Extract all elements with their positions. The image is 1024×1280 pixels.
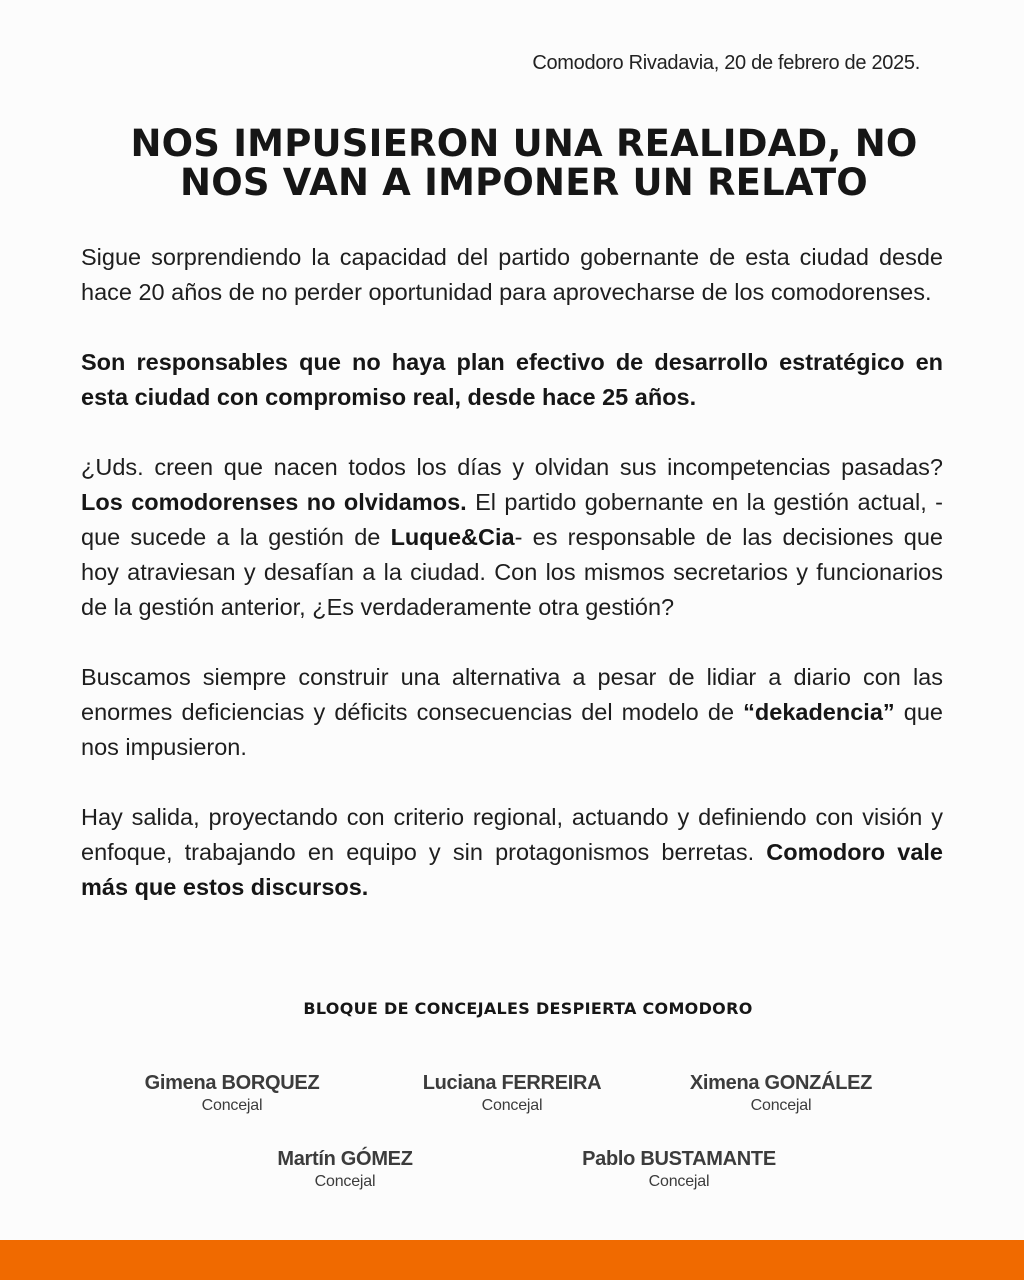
title-line-1: NOS IMPUSIERON UNA REALIDAD, NO bbox=[130, 122, 918, 165]
paragraph-1: Sigue sorprendiendo la capacidad del partido gobernante de esta ciudad desde hace 20 años de no perder oportunidad para aprovecharse de los comodorenses. bbox=[81, 244, 943, 305]
title-line-2: NOS VAN A IMPONER UN RELATO bbox=[180, 161, 868, 204]
paragraph-4-text-b: que nos impusieron. bbox=[81, 699, 943, 760]
orange-footer-bar bbox=[0, 1240, 1024, 1280]
signature-5 bbox=[549, 1147, 809, 1193]
paragraph-4-bold: “dekadencia” bbox=[743, 699, 895, 725]
paragraph-5-text: Hay salida, proyectando con criterio regional, actuando y definiendo con visión y enfoque, trabajando en equipo y sin protagonismos berretas. bbox=[81, 804, 943, 865]
paragraph-3 bbox=[81, 450, 943, 625]
signature-1 bbox=[102, 1071, 362, 1117]
paragraph-2 bbox=[81, 345, 943, 415]
signatory-name: Luciana FERREIRA bbox=[422, 1072, 602, 1094]
signatory-name: Ximena GONZÁLEZ bbox=[689, 1072, 873, 1094]
signature-2 bbox=[382, 1071, 642, 1117]
signature-3 bbox=[651, 1071, 911, 1117]
signatory-role: Concejal bbox=[750, 1097, 812, 1114]
paragraph-4 bbox=[81, 660, 943, 765]
signatory-role: Concejal bbox=[648, 1173, 710, 1190]
paragraph-5-bold: Comodoro vale más que estos discursos. bbox=[81, 839, 943, 900]
paragraph-2-bold: Son responsables que no haya plan efectivo de desarrollo estratégico en esta ciudad con compromiso real, desde hace 25 años. bbox=[81, 349, 943, 410]
paragraph-4-text-a: Buscamos siempre construir una alternativa a pesar de lidiar a diario con las enormes deficiencias y déficits consecuencias del modelo de bbox=[81, 664, 943, 725]
signatory-name: Martín GÓMEZ bbox=[277, 1148, 413, 1170]
date-line: Comodoro Rivadavia, 20 de febrero de 2025. bbox=[532, 52, 920, 74]
signatory-name: Gimena BORQUEZ bbox=[144, 1072, 320, 1094]
signature-4 bbox=[215, 1147, 475, 1193]
signatory-role: Concejal bbox=[314, 1173, 376, 1190]
paragraph-3-bold-a: Los comodorenses no olvidamos. bbox=[81, 489, 467, 515]
signatory-role: Concejal bbox=[201, 1097, 263, 1114]
paragraph-3-text-c: - es responsable de las decisiones que hoy atraviesan y desafían a la ciudad. Con los mismos secretarios y funcionarios de la gestión anterior, ¿Es verdaderamente otra gestión? bbox=[81, 524, 943, 620]
council-block-title: BLOQUE DE CONCEJALES DESPIERTA COMODORO bbox=[303, 999, 753, 1018]
paragraph-3-bold-b: Luque&Cia bbox=[390, 524, 515, 550]
paragraph-3-text-b: El partido gobernante en la gestión actual, - que sucede a la gestión de bbox=[81, 489, 943, 550]
signatory-name: Pablo BUSTAMANTE bbox=[582, 1148, 776, 1170]
paragraph-3-text-a: ¿Uds. creen que nacen todos los días y olvidan sus incompetencias pasadas? bbox=[81, 454, 943, 480]
statement-body bbox=[81, 240, 943, 940]
page-title bbox=[80, 124, 968, 202]
signatory-role: Concejal bbox=[481, 1097, 543, 1114]
paragraph-5 bbox=[81, 800, 943, 905]
